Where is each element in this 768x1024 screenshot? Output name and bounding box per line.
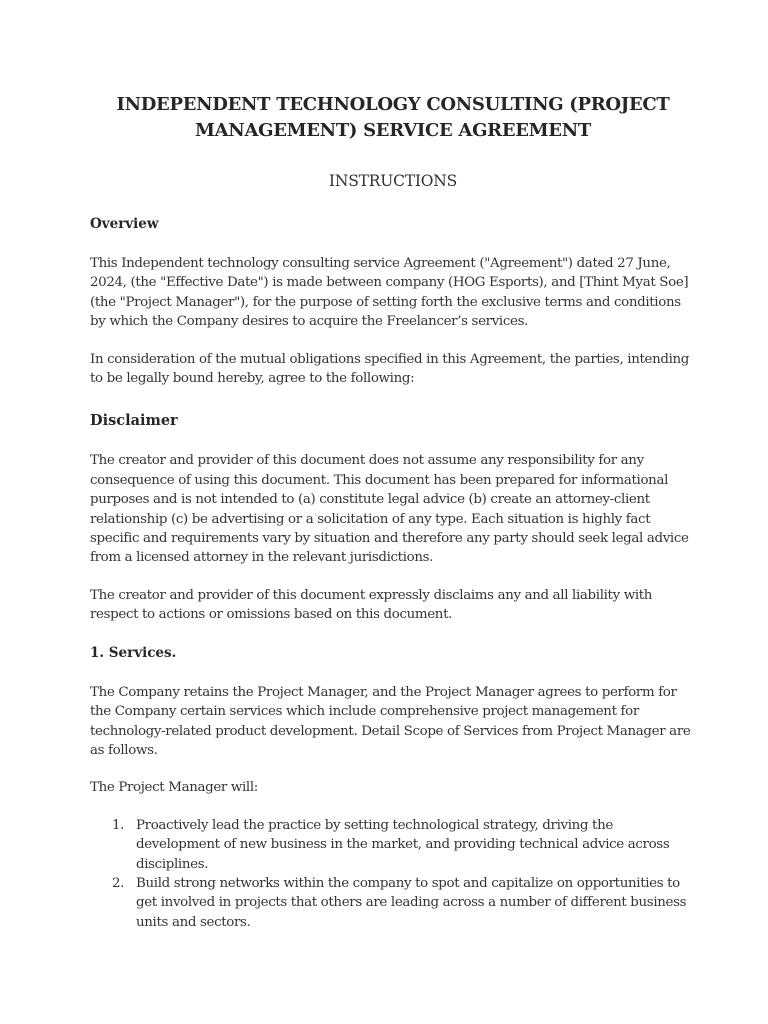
document-title: INDEPENDENT TECHNOLOGY CONSULTING (PROJECT MANAGEMENT) SERVICE AGREEMENT [116,94,670,141]
services-heading: 1. Services. [90,644,177,661]
services-list [90,816,696,932]
list-item-number: 1. [112,817,125,833]
list-item-number: 2. [112,875,125,891]
disclaimer-paragraph-1: The creator and provider of this document does not assume any responsibility for any consequence of using this document. This document has been prepared for informational purposes and is not intended to (a) constitute legal advice (b) create an attorney-client relationship (c) be advertising or a solicitation of any type. Each situation is highly fact specific and requirements vary by situation and therefore any party should seek legal advice from a licensed attorney in the relevant jurisdictions. [90,453,689,566]
disclaimer-paragraph-2: The creator and provider of this document expressly disclaims any and all liability with respect to actions or omissions based on this document. [90,587,653,623]
list-item-text: Proactively lead the practice by setting technological strategy, driving the development of new business in the market, and providing technical advice across disciplines. [136,817,670,872]
document-page [90,92,696,932]
document-subtitle: INSTRUCTIONS [328,172,458,190]
overview-paragraph-2: In consideration of the mutual obligations specified in this Agreement, the parties, intending to be legally bound hereby, agree to the following: [90,351,689,387]
overview-paragraph-1: This Independent technology consulting service Agreement ("Agreement") dated 27 June, 2024, (the "Effective Date") is made between company (HOG Esports), and [Thint Myat Soe] (the "Project Manager"), for the purpose of setting forth the exclusive terms and conditions by which the Company desires to acquire the Freelancer’s services. [90,256,689,330]
overview-heading: Overview [90,216,159,232]
list-item [112,816,696,874]
services-paragraph-1: The Company retains the Project Manager, and the Project Manager agrees to perform for the Company certain services which include comprehensive project management for technology-related product development. Detail Scope of Services from Project Manager are as follows. [90,684,691,758]
list-item-text: Build strong networks within the company to spot and capitalize on opportunities to get involved in projects that others are leading across a number of different business units and sectors. [136,875,687,930]
list-item [112,874,696,932]
disclaimer-heading: Disclaimer [90,412,178,430]
services-paragraph-2: The Project Manager will: [90,780,258,796]
